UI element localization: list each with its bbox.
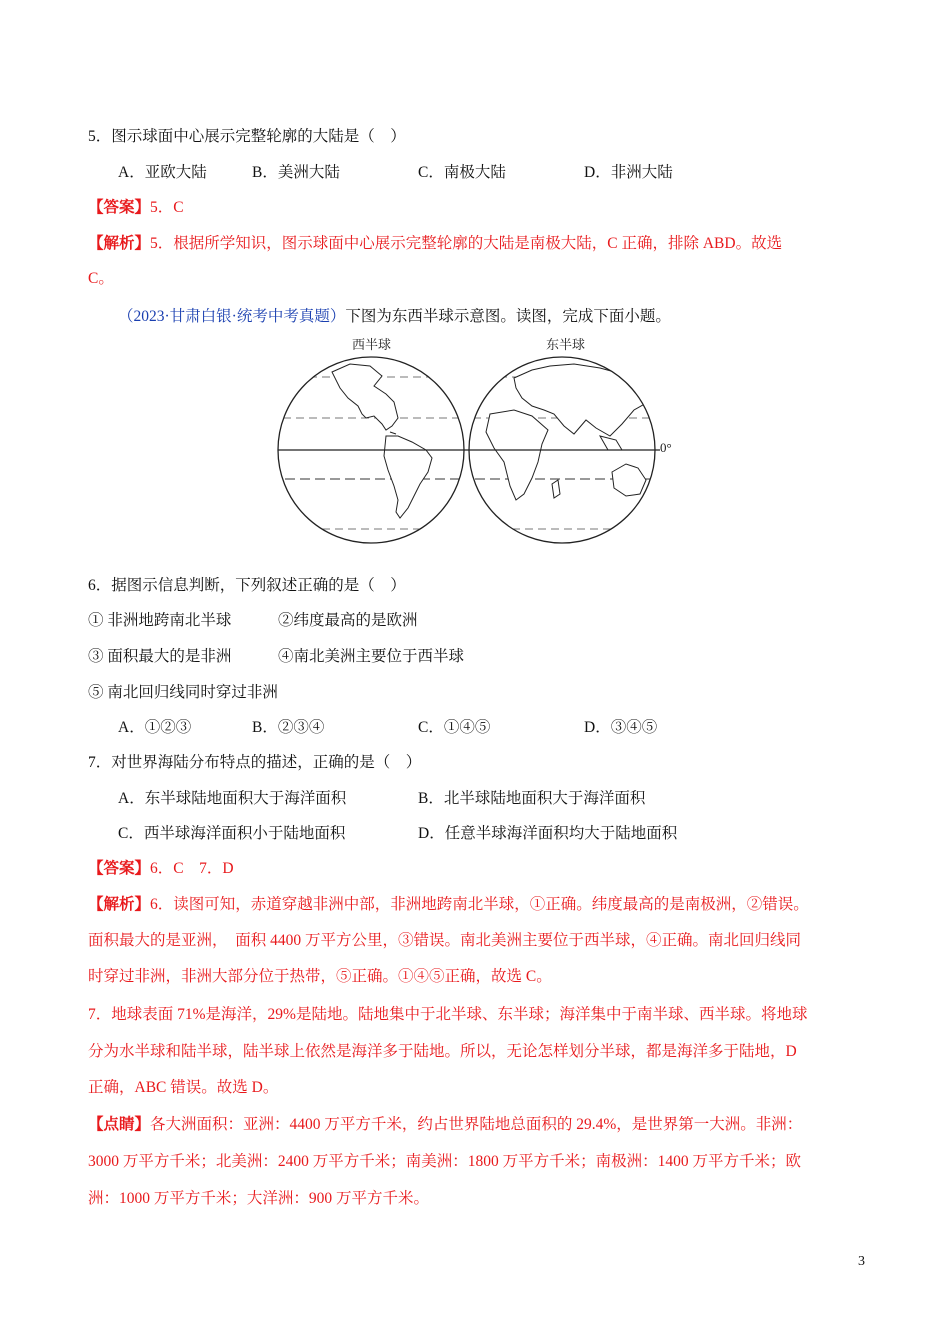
answer-text: 5．C: [150, 199, 184, 216]
q5-option-b: B．美洲大陆: [252, 164, 340, 181]
south-america-shape: [384, 436, 432, 518]
analysis-text: 6．读图可知，赤道穿越非洲中部，非洲地跨南北半球，①正确。纬度最高的是南极洲，②错误。: [150, 896, 809, 913]
analysis-tag: 【解析】: [88, 896, 151, 913]
answer-text: 6．C 7．D: [150, 860, 234, 877]
africa-shape: [486, 410, 548, 500]
q6-analysis-line-1: [88, 894, 809, 916]
intro-text: 下图为东西半球示意图。读图，完成下面小题。: [345, 308, 671, 325]
oceania-shape: [612, 464, 646, 496]
q7-stem: 7．对世界海陆分布特点的描述，正确的是（ ）: [88, 754, 422, 771]
q6-statement-2: ②纬度最高的是欧洲: [278, 612, 418, 629]
q7-analysis-line-1: 7．地球表面 71%是海洋，29%是陆地。陆地集中于北半球、东半球；海洋集中于南半球、西半球。将地球: [88, 1006, 808, 1023]
tip-line-2: 3000 万平方千米；北美洲：2400 万平方千米；南美洲：1800 万平方千米；南极洲：1400 万平方千米；欧: [88, 1153, 802, 1170]
q6-statement-4: ④南北美洲主要位于西半球: [278, 648, 465, 665]
equator-label: 0°: [660, 440, 672, 455]
q7-option-c: C．西半球海洋面积小于陆地面积: [118, 825, 346, 842]
q6-option-b: B．②③④: [252, 719, 325, 736]
q6-option-c: C．①④⑤: [418, 719, 491, 736]
analysis-tag: 【解析】: [88, 235, 151, 252]
q5-analysis-cont: C。: [88, 270, 114, 287]
q6-statement-5: ⑤ 南北回归线同时穿过非洲: [88, 684, 278, 701]
q7-analysis-line-3: 正确，ABC 错误。故选 D。: [88, 1079, 279, 1096]
q5-option-c: C．南极大陆: [418, 164, 506, 181]
q5-option-a: A．亚欧大陆: [118, 164, 207, 181]
q6-statement-1: ① 非洲地跨南北半球: [88, 612, 232, 629]
material-intro: [118, 306, 671, 328]
q6-option-a: A．①②③: [118, 719, 192, 736]
tip-line-3: 洲：1000 万平方千米；大洋洲：900 万平方千米。: [88, 1190, 430, 1207]
q6-statement-3: ③ 面积最大的是非洲: [88, 648, 232, 665]
q67-answer: [88, 858, 234, 880]
west-hemisphere: [270, 364, 470, 529]
answer-tag: 【答案】: [88, 860, 151, 877]
q5-analysis: [88, 233, 782, 255]
tip-text: 各大洲面积：亚洲：4400 万平方千米，约占世界陆地总面积的 29.4%，是世界第一大洲。非洲：: [150, 1116, 803, 1133]
q6-analysis-line-2: 面积最大的是亚洲， 面积 4400 万平方公里，③错误。南北美洲主要位于西半球，④正确。南北回归线同: [88, 932, 802, 949]
east-hemisphere-label: 东半球: [546, 337, 586, 352]
q7-analysis-line-2: 分为水半球和陆半球，陆半球上依然是海洋多于陆地。所以，无论怎样划分半球，都是海洋多于陆地，D: [88, 1043, 797, 1060]
q7-option-b: B．北半球陆地面积大于海洋面积: [418, 790, 646, 807]
q5-option-d: D．非洲大陆: [584, 164, 673, 181]
north-america-shape: [332, 364, 398, 430]
q6-stem: 6．据图示信息判断，下列叙述正确的是（ ）: [88, 577, 406, 594]
tip-tag: 【点睛】: [88, 1116, 151, 1133]
q6-analysis-line-3: 时穿过非洲，非洲大部分位于热带，⑤正确。①④⑤正确，故选 C。: [88, 968, 552, 985]
west-hemisphere-label: 西半球: [352, 337, 392, 352]
q7-option-a: A．东半球陆地面积大于海洋面积: [118, 790, 347, 807]
tip-line-1: [88, 1114, 802, 1136]
q7-option-d: D．任意半球海洋面积均大于陆地面积: [418, 825, 678, 842]
analysis-text: 5．根据所学知识，图示球面中心展示完整轮廓的大陆是南极大陆，C 正确，排除 ABD。故选: [150, 235, 783, 252]
answer-tag: 【答案】: [88, 199, 151, 216]
hemisphere-map: [270, 332, 690, 550]
hemisphere-map-svg: [270, 332, 690, 550]
q5-answer: [88, 197, 184, 219]
q5-stem: 5．图示球面中心展示完整轮廓的大陆是（ ）: [88, 128, 406, 145]
q6-option-d: D．③④⑤: [584, 719, 658, 736]
page-number: 3: [858, 1254, 865, 1269]
source-tag: （2023·甘肃白银·统考中考真题）: [118, 308, 346, 325]
